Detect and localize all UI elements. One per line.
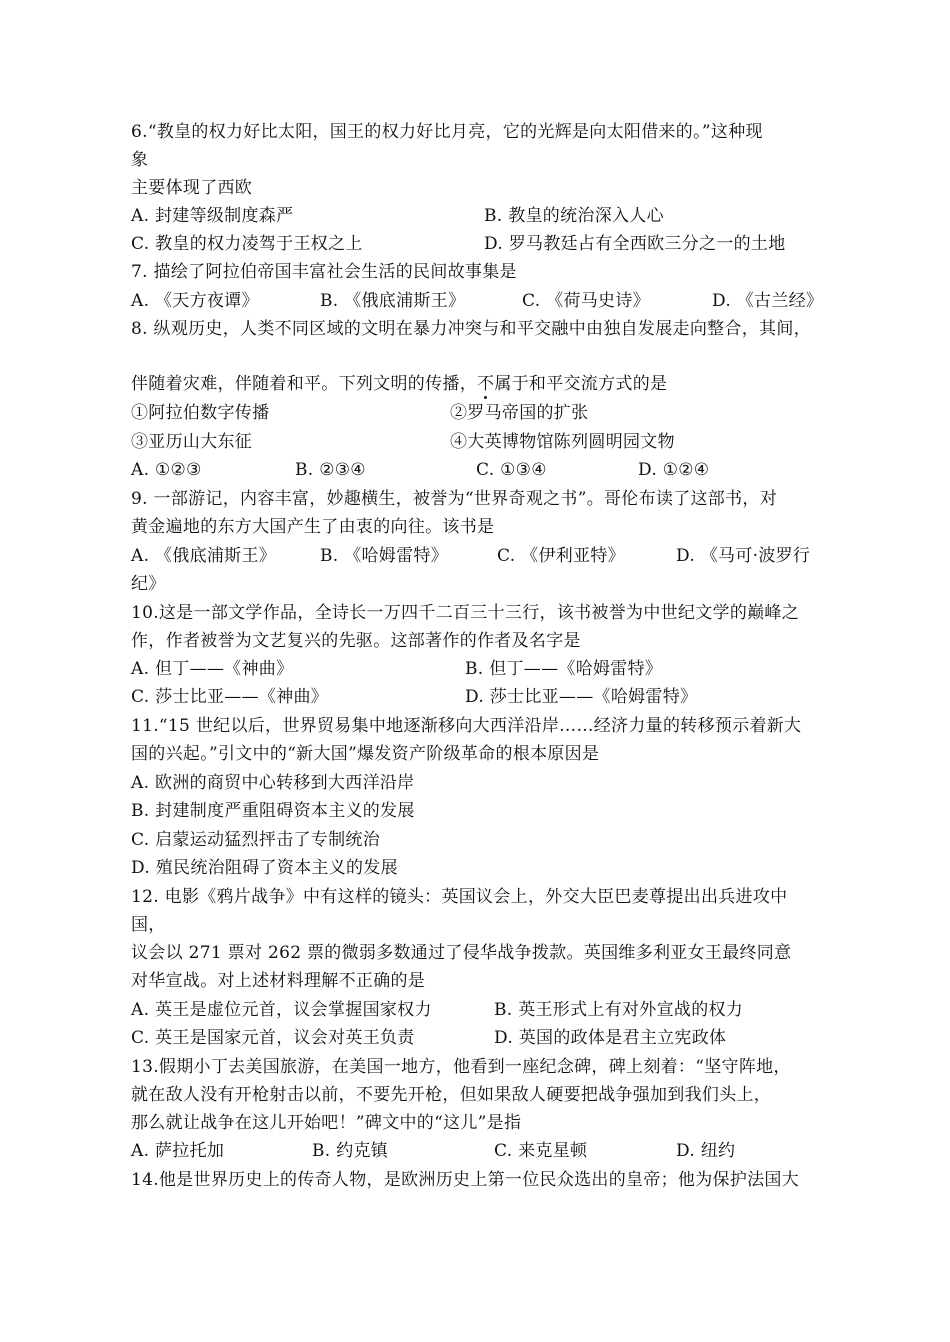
q7-option-c: C. 《荷马史诗》 (522, 291, 650, 311)
q9-option-a: A. 《俄底浦斯王》 (131, 546, 277, 566)
q6-option-a: A. 封建等级制度森严 (131, 206, 294, 226)
q13-option-b: B. 约克镇 (312, 1141, 389, 1161)
q8-stem-line2-pre: 伴随着灾难，伴随着和平。下列文明的传播， (131, 374, 477, 394)
q10-option-b: B. 但丁——《哈姆雷特》 (465, 659, 663, 679)
q6-stem-line1: 6.“教皇的权力好比太阳，国王的权力好比月亮，它的光辉是向太阳借来的。”这种现 (131, 122, 763, 142)
q11-option-a: A. 欧洲的商贸中心转移到大西洋沿岸 (131, 773, 415, 793)
q10-stem-line1: 10.这是一部文学作品，全诗长一万四千二百三十三行，该书被誉为中世纪文学的巅峰之 (131, 603, 800, 623)
q8-option-d: D. ①②④ (638, 460, 710, 480)
q12-option-d: D. 英国的政体是君主立宪政体 (494, 1028, 727, 1048)
q12-stem-line1: 12. 电影《鸦片战争》中有这样的镜头：英国议会上，外交大臣巴麦尊提出出兵进攻中 (131, 887, 788, 907)
q8-stem-line2-post: 属于和平交流方式的是 (494, 374, 668, 394)
q8-item-3: ③亚历山大东征 (131, 432, 253, 452)
q12-option-b: B. 英王形式上有对外宣战的权力 (494, 1000, 744, 1020)
q12-option-c: C. 英王是国家元首，议会对英王负责 (131, 1028, 415, 1048)
q11-option-b: B. 封建制度严重阻碍资本主义的发展 (131, 801, 415, 821)
q8-option-b: B. ②③④ (295, 460, 366, 480)
q8-item-2: ②罗马帝国的扩张 (450, 403, 589, 423)
q13-option-a: A. 萨拉托加 (131, 1141, 225, 1161)
q9-option-b: B. 《哈姆雷特》 (320, 546, 448, 566)
q8-option-a: A. ①②③ (131, 460, 202, 480)
q8-emphasis-mark: 不 (477, 374, 495, 394)
q8-option-c: C. ①③④ (476, 460, 547, 480)
q11-stem-line2: 国的兴起。”引文中的“新大国”爆发资产阶级革命的根本原因是 (131, 744, 600, 764)
q10-option-c: C. 莎士比亚——《神曲》 (131, 687, 329, 707)
q9-option-c: C. 《伊利亚特》 (497, 546, 625, 566)
q6-stem-line3: 主要体现了西欧 (131, 178, 253, 198)
q6-option-c: C. 教皇的权力凌驾于王权之上 (131, 234, 363, 254)
q6-option-b: B. 教皇的统治深入人心 (484, 206, 664, 226)
q6-option-d: D. 罗马教廷占有全西欧三分之一的土地 (484, 234, 786, 254)
q12-option-a: A. 英王是虚位元首，议会掌握国家权力 (131, 1000, 432, 1020)
q9-stem-line1: 9. 一部游记，内容丰富，妙趣横生，被誉为“世界奇观之书”。哥伦布读了这部书，对 (131, 489, 778, 509)
q8-item-1: ①阿拉伯数字传播 (131, 403, 270, 423)
q7-option-a: A. 《天方夜谭》 (131, 291, 259, 311)
q11-option-c: C. 启蒙运动猛烈抨击了专制统治 (131, 830, 381, 850)
q9-option-d: D. 《马可·波罗行 (676, 546, 811, 566)
q10-option-d: D. 莎士比亚——《哈姆雷特》 (465, 687, 698, 707)
q10-option-a: A. 但丁——《神曲》 (131, 659, 294, 679)
q7-option-b: B. 《俄底浦斯王》 (320, 291, 466, 311)
q9-stem-line2: 黄金遍地的东方大国产生了由衷的向往。该书是 (131, 517, 495, 537)
q13-stem-line1: 13.假期小丁去美国旅游，在美国一地方，他看到一座纪念碑，碑上刻着：“坚守阵地， (131, 1057, 791, 1077)
q9-option-d-continued: 纪》 (131, 574, 166, 594)
q7-option-d: D. 《古兰经》 (712, 291, 824, 311)
q11-option-d: D. 殖民统治阻碍了资本主义的发展 (131, 858, 398, 878)
q13-stem-line3: 那么就让战争在这儿开始吧！”碑文中的“这儿”是指 (131, 1113, 522, 1133)
q13-stem-line2: 就在敌人没有开枪射击以前，不要先开枪，但如果敌人硬要把战争强加到我们头上， (131, 1085, 772, 1105)
q8-stem-line2 (131, 373, 667, 395)
q12-stem-line2: 国， (131, 915, 166, 935)
q7-stem: 7. 描绘了阿拉伯帝国丰富社会生活的民间故事集是 (131, 262, 517, 282)
q10-stem-line2: 作，作者被誉为文艺复兴的先驱。这部著作的作者及名字是 (131, 631, 581, 651)
q6-stem-line2: 象 (131, 150, 149, 170)
q11-stem-line1: 11.“15 世纪以后，世界贸易集中地逐渐移向大西洋沿岸……经济力量的转移预示着新大 (131, 716, 802, 736)
q14-stem-line1: 14.他是世界历史上的传奇人物，是欧洲历史上第一位民众选出的皇帝；他为保护法国大 (131, 1170, 800, 1190)
q8-stem-line1: 8. 纵观历史，人类不同区域的文明在暴力冲突与和平交融中由独自发展走向整合，其间， (131, 319, 811, 339)
q13-option-c: C. 来克星顿 (494, 1141, 588, 1161)
q8-item-4: ④大英博物馆陈列圆明园文物 (450, 432, 675, 452)
q13-option-d: D. 纽约 (676, 1141, 736, 1161)
q12-stem-line4: 对华宣战。对上述材料理解不正确的是 (131, 971, 426, 991)
q12-stem-line3: 议会以 271 票对 262 票的微弱多数通过了侵华战争拨款。英国维多利亚女王最终同意 (131, 943, 792, 963)
